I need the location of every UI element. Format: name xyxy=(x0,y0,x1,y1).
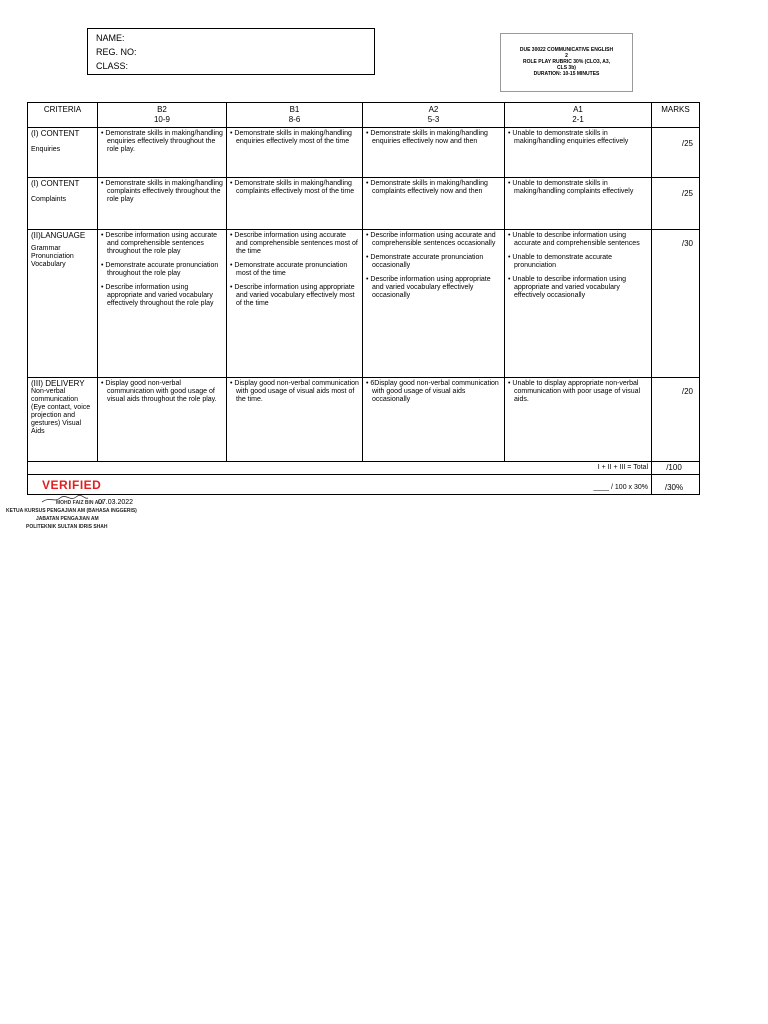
table-row xyxy=(28,178,700,230)
course-info-box xyxy=(500,33,633,92)
marks-cell: /25 xyxy=(652,178,700,230)
a1-cell: • Unable to demonstrate skills in making/handling complaints effectively xyxy=(505,178,652,230)
total-marks: /100 xyxy=(652,462,700,475)
signatory-institution: POLITEKNIK SULTAN IDRIS SHAH xyxy=(26,524,108,530)
marks-cell: /20 xyxy=(652,378,700,462)
total-row xyxy=(28,462,700,475)
a1-cell: • Unable to display appropriate non-verbal communication with poor usage of visual aids. xyxy=(505,378,652,462)
header-a1: A1 2-1 xyxy=(505,103,652,128)
header-row xyxy=(28,103,700,128)
header-criteria: CRITERIA xyxy=(28,103,98,128)
rubric-title: ROLE PLAY RUBRIC 30% (CLO3, A3, xyxy=(522,59,611,65)
a2-cell: • Demonstrate skills in making/handling enquiries effectively now and then xyxy=(363,128,505,178)
header-b2: B2 10-9 xyxy=(98,103,227,128)
scaled-formula: ____ / 100 x 30% xyxy=(28,475,652,495)
b2-cell: • Display good non-verbal communication with good usage of visual aids throughout the role play. xyxy=(98,378,227,462)
verification-date: 07.03.2022 xyxy=(98,499,134,506)
duration: DURATION: 10-15 MINUTES xyxy=(533,71,600,77)
rubric-table xyxy=(27,102,700,495)
header-marks: MARKS xyxy=(652,103,700,128)
b1-cell: • Demonstrate skills in making/handling enquiries effectively most of the time xyxy=(227,128,363,178)
b2-cell: • Describe information using accurate and comprehensible sentences throughout the role play • Demonstrate accurate pronunciation throughout the role play • Describe information using appropriate and varied vocabulary effectively throughout the role play xyxy=(98,230,227,378)
criteria-cell: (I) CONTENT Enquiries xyxy=(28,128,98,178)
b1-cell: • Display good non-verbal communication with good usage of visual aids most of the time. xyxy=(227,378,363,462)
name-label: NAME: xyxy=(96,33,125,43)
b2-cell: • Demonstrate skills in making/handling complaints effectively throughout the role play xyxy=(98,178,227,230)
scaled-marks: /30% xyxy=(652,475,700,495)
a2-cell: • Describe information using accurate and comprehensible sentences occasionally • Demonstrate accurate pronunciation occasionally • Describe information using appropriate and varied vocabulary effectively occasionally xyxy=(363,230,505,378)
signatory-name: MOHD FAIZ BIN ALI xyxy=(56,500,103,506)
table-row xyxy=(28,378,700,462)
b1-cell: • Describe information using accurate and comprehensible sentences most of the time • Demonstrate accurate pronunciation most of the time • Describe information using appropriate and varied vocabulary effectively most of the time xyxy=(227,230,363,378)
verified-stamp: VERIFIED xyxy=(42,478,102,492)
total-formula: I + II + III = Total xyxy=(28,462,652,475)
a1-cell: • Unable to describe information using accurate and comprehensible sentences • Unable to demonstrate accurate pronunciation • Unable to describe information using appropriate and varied vocabulary effectively occasionally xyxy=(505,230,652,378)
b1-cell: • Demonstrate skills in making/handling complaints effectively most of the time xyxy=(227,178,363,230)
regno-label: REG. NO: xyxy=(96,47,137,57)
criteria-cell: (II)LANGUAGE Grammar Pronunciation Vocabulary xyxy=(28,230,98,378)
rubric-clo: CLS 3b) xyxy=(557,65,576,71)
a2-cell: • Demonstrate skills in making/handling complaints effectively now and then xyxy=(363,178,505,230)
criteria-cell: (III) DELIVERY Non-verbal communication (Eye contact, voice projection and gestures) Visual Aids xyxy=(28,378,98,462)
signatory-title: KETUA KURSUS PENGAJIAN AM (BAHASA INGGERIS) xyxy=(6,508,137,514)
course-code: DUE 30022 COMMUNICATIVE ENGLISH xyxy=(519,47,614,53)
scaled-row xyxy=(28,475,700,495)
marks-cell: /30 xyxy=(652,230,700,378)
header-b1: B1 8-6 xyxy=(227,103,363,128)
table-row xyxy=(28,128,700,178)
course-number: 2 xyxy=(565,53,568,59)
criteria-cell: (I) CONTENT Complaints xyxy=(28,178,98,230)
class-label: CLASS: xyxy=(96,61,129,71)
header-a2: A2 5-3 xyxy=(363,103,505,128)
b2-cell: • Demonstrate skills in making/handling enquiries effectively throughout the role play. xyxy=(98,128,227,178)
table-row xyxy=(28,230,700,378)
a2-cell: • 6Display good non-verbal communication with good usage of visual aids occasionally xyxy=(363,378,505,462)
signatory-department: JABATAN PENGAJIAN AM xyxy=(36,516,99,522)
a1-cell: • Unable to demonstrate skills in making/handling enquiries effectively xyxy=(505,128,652,178)
marks-cell: /25 xyxy=(652,128,700,178)
student-info-box xyxy=(87,28,375,75)
